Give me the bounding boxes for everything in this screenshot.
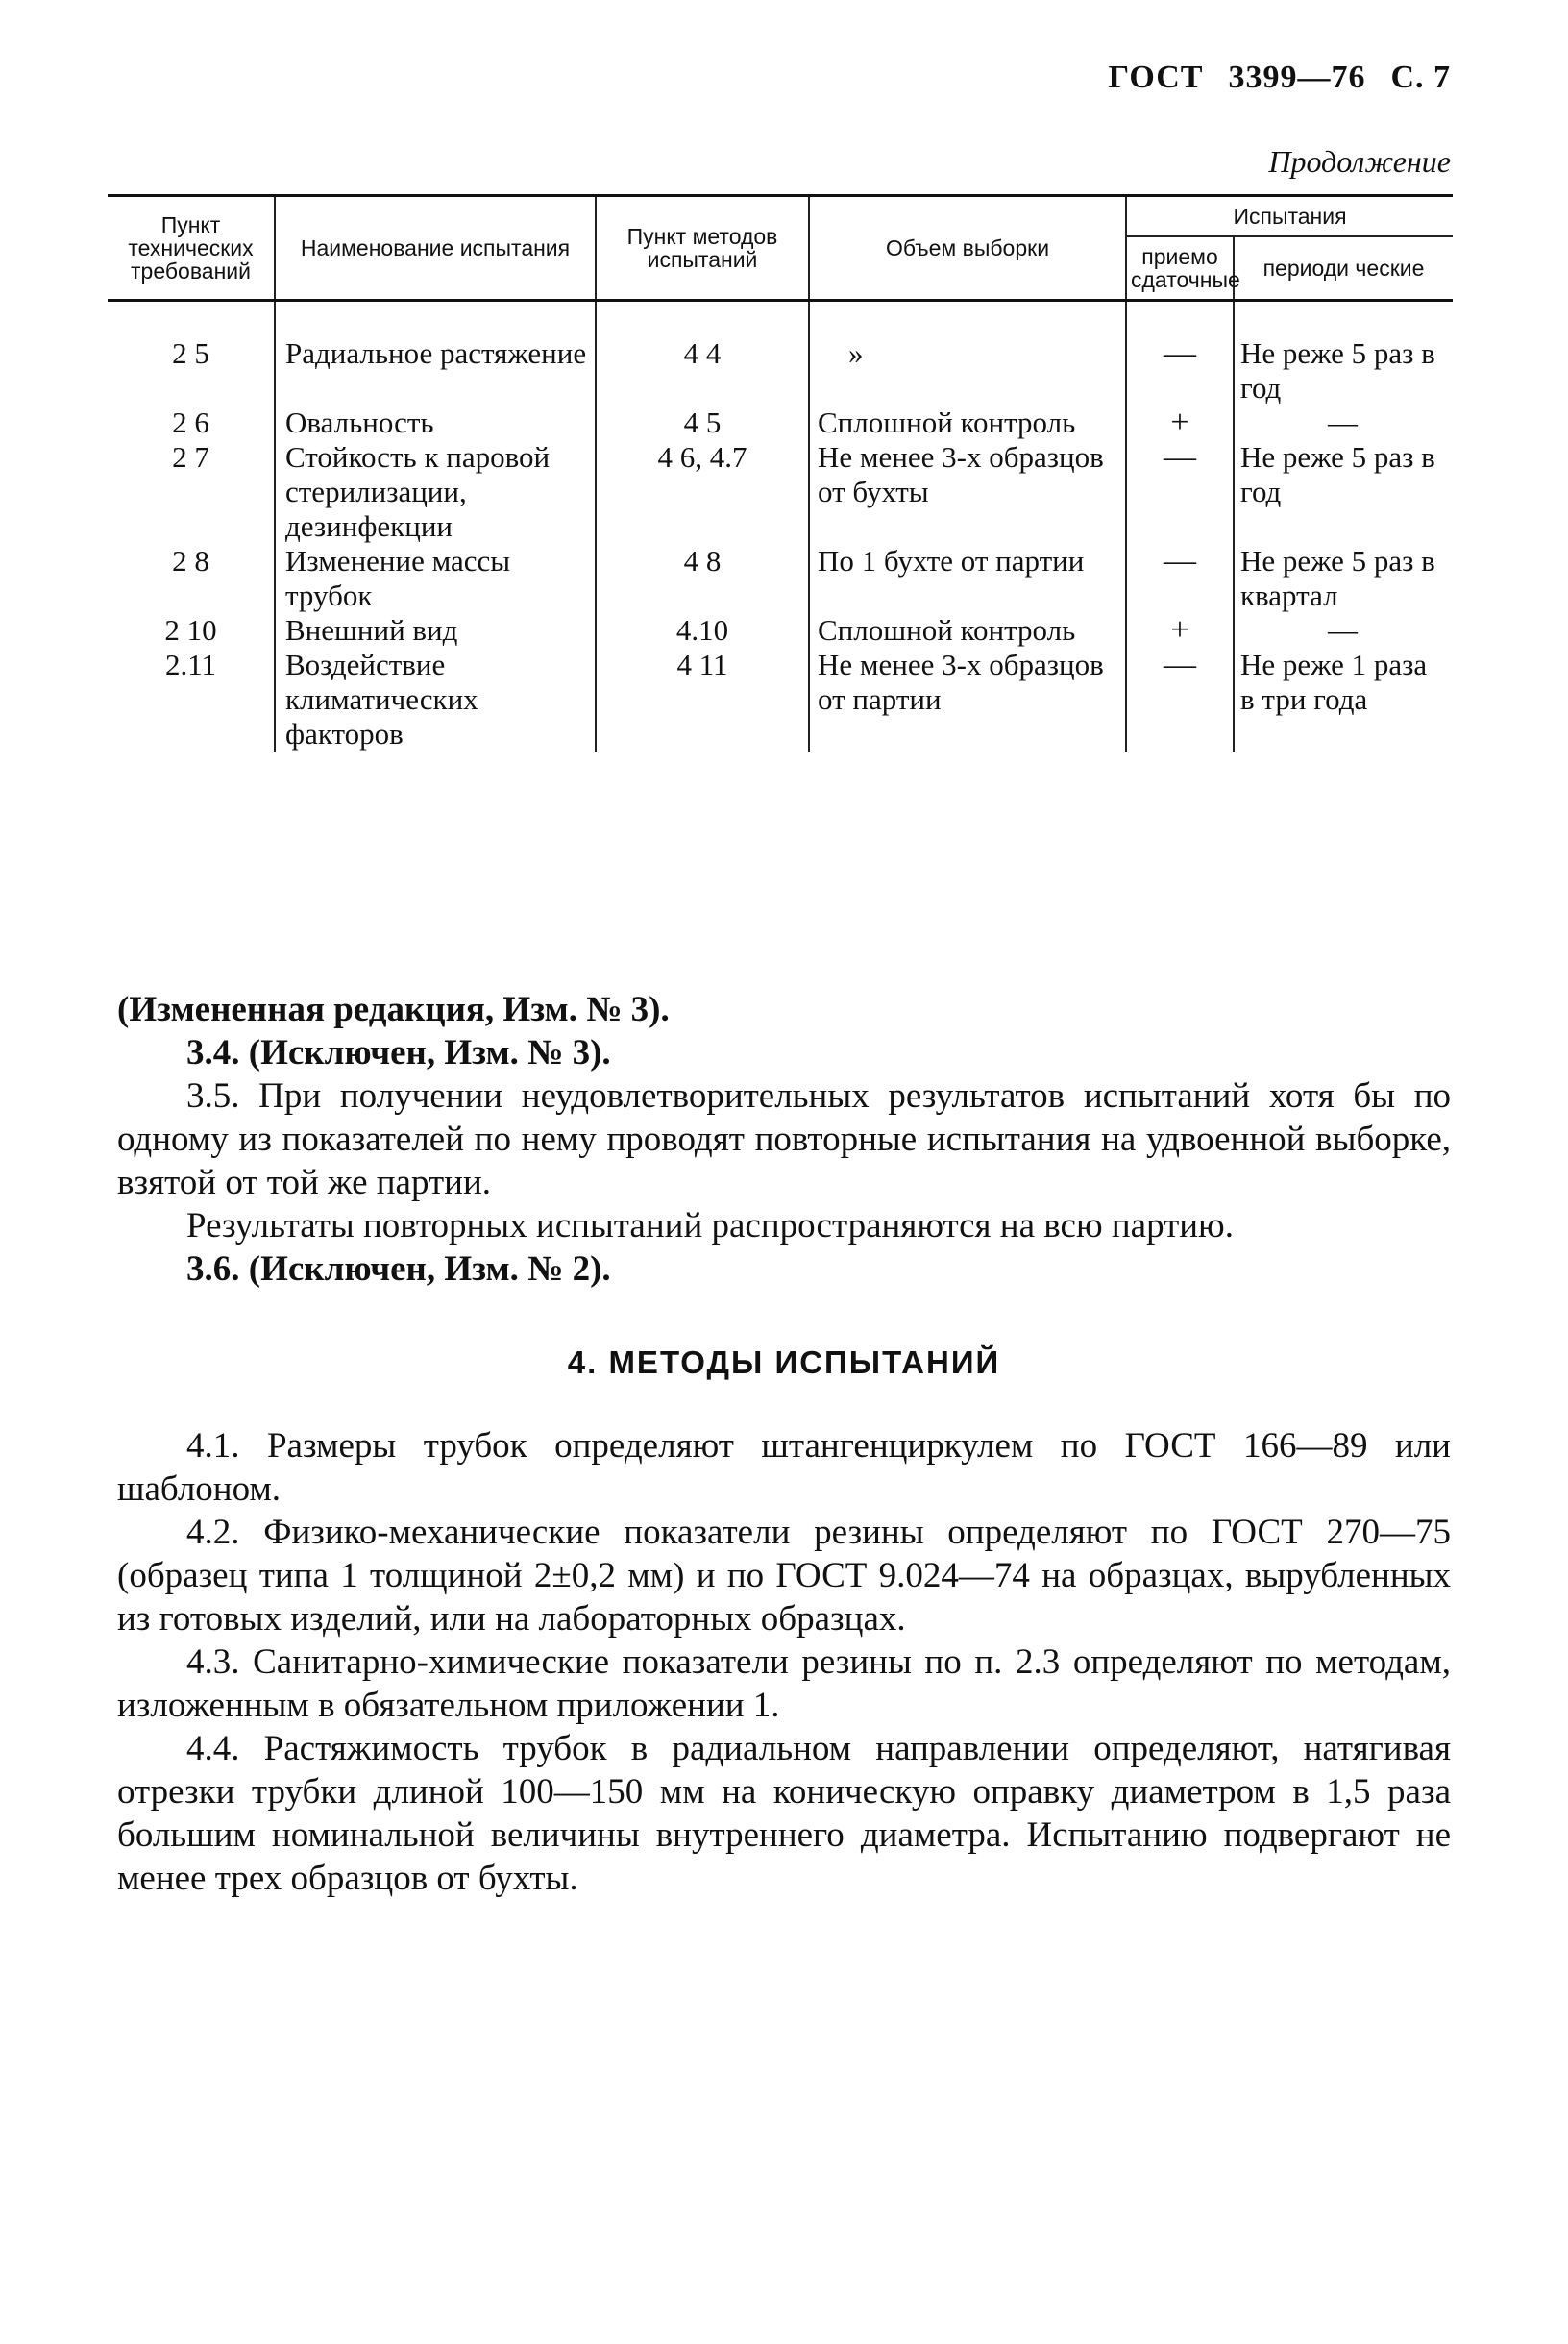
cell-point: 2 7	[172, 440, 209, 475]
header-point-methods: Пункт методов испытаний	[596, 196, 809, 301]
paragraph-3-5: 3.5. При получении неудовлетворительных результатов испытаний хотя бы по одному из показателей по нему проводят повторные испытания на удвоенной выборке, взятой от той же партии.	[117, 1076, 1451, 1202]
cell-point: 2 10	[164, 613, 217, 648]
header-periodic: периоди ческие	[1234, 236, 1453, 301]
cell-acceptance: —	[1126, 301, 1234, 407]
header-test-name: Наименование испытания	[275, 196, 596, 301]
standard-label: ГОСТ	[1108, 60, 1204, 95]
cell-periodic: —	[1234, 613, 1453, 648]
continuation-label: Продолжение	[1268, 144, 1451, 179]
cell-acceptance: —	[1126, 648, 1234, 752]
document-body	[117, 988, 1451, 1900]
cell-sample: Не менее 3-х образцов от партии	[809, 648, 1126, 752]
paragraph-4-3: 4.3. Санитарно-химические показатели резины по п. 2.3 определяют по методам, изложенным в обязательном приложении 1.	[117, 1642, 1451, 1725]
cell-point: 2 5	[172, 336, 209, 371]
header-sample-size: Объем выборки	[809, 196, 1126, 301]
cell-test-name: Радиальное растяжение	[275, 301, 596, 407]
cell-sample: »	[809, 301, 1126, 407]
cell-point: 2 6	[172, 406, 209, 440]
section-title: 4. МЕТОДЫ ИСПЫТАНИЙ	[567, 1345, 1001, 1380]
cell-test-name: Внешний вид	[275, 613, 596, 648]
paragraph-3-6: 3.6. (Исключен, Изм. № 2).	[186, 1249, 611, 1289]
cell-test-name: Овальность	[275, 406, 596, 440]
tests-table	[108, 194, 1453, 752]
table-row	[108, 406, 1453, 440]
table-row	[108, 648, 1453, 752]
cell-method: 4 11	[596, 648, 809, 752]
cell-method: 4 5	[596, 406, 809, 440]
cell-method: 4 4	[596, 301, 809, 407]
paragraph-3-5-continued: Результаты повторных испытаний распространяются на всю партию.	[186, 1206, 1234, 1246]
header-acceptance: приемо сдаточные	[1126, 236, 1234, 301]
cell-periodic: Не реже 5 раз в квартал	[1234, 544, 1453, 613]
page-number: С. 7	[1390, 60, 1451, 95]
cell-acceptance: —	[1126, 544, 1234, 613]
standard-number: 3399—76	[1228, 60, 1366, 95]
cell-periodic: Не реже 5 раз в год	[1234, 301, 1453, 407]
cell-acceptance: +	[1126, 406, 1234, 440]
cell-point: 2 8	[172, 544, 209, 579]
cell-method: 4.10	[596, 613, 809, 648]
paragraph-4-4: 4.4. Растяжимость трубок в радиальном направлении определяют, натягивая отрезки трубки длиной 100—150 мм на коническую оправку диаметром в 1,5 раза большим номинальной величины внутреннего диаметра. Испытанию подвергают не менее трех образцов от бухты.	[117, 1729, 1451, 1898]
paragraph-3-4: 3.4. (Исключен, Изм. № 3).	[186, 1033, 611, 1073]
cell-periodic: Не реже 1 раза в три года	[1234, 648, 1453, 752]
header-point-requirements: Пункт технических требований	[108, 196, 275, 301]
cell-test-name: Воздействие климатических факторов	[275, 648, 596, 752]
table-row	[108, 440, 1453, 544]
cell-method: 4 8	[596, 544, 809, 613]
cell-point: 2.11	[164, 648, 217, 682]
table-row	[108, 301, 1453, 407]
cell-sample: Сплошной контроль	[809, 613, 1126, 648]
paragraph-4-2: 4.2. Физико-механические показатели резины определяют по ГОСТ 270—75 (образец типа 1 толщиной 2±0,2 мм) и по ГОСТ 9.024—74 на образцах, вырубленных из готовых изделий, или на лабораторных образцах.	[117, 1513, 1451, 1639]
cell-acceptance: —	[1126, 440, 1234, 544]
paragraph-4-1: 4.1. Размеры трубок определяют штангенциркулем по ГОСТ 166—89 или шаблоном.	[117, 1426, 1451, 1509]
page-header	[1084, 60, 1451, 96]
cell-method: 4 6, 4.7	[596, 440, 809, 544]
changed-edition-note: (Измененная редакция, Изм. № 3).	[117, 990, 670, 1029]
cell-periodic: —	[1234, 406, 1453, 440]
cell-test-name: Стойкость к паровой стерилизации, дезинфекции	[275, 440, 596, 544]
cell-acceptance: +	[1126, 613, 1234, 648]
table-row	[108, 613, 1453, 648]
cell-sample: По 1 бухте от партии	[809, 544, 1126, 613]
header-tests-group: Испытания	[1126, 196, 1453, 237]
cell-periodic: Не реже 5 раз в год	[1234, 440, 1453, 544]
cell-sample: Не менее 3-х образцов от бухты	[809, 440, 1126, 544]
cell-test-name: Изменение массы трубок	[275, 544, 596, 613]
cell-sample: Сплошной контроль	[809, 406, 1126, 440]
table-row	[108, 544, 1453, 613]
